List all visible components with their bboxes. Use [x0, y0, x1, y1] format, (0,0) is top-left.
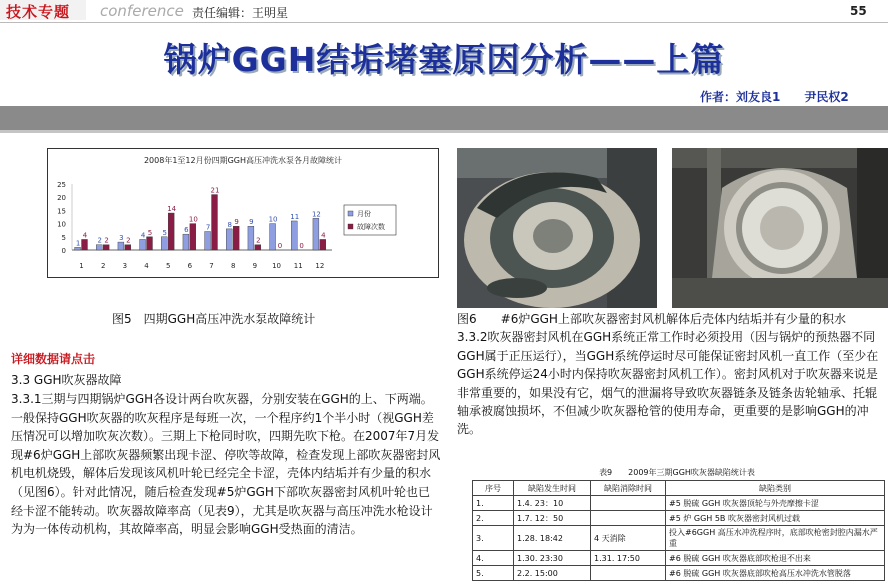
table-header-cell: 缺陷类别 [666, 481, 885, 496]
bar [248, 226, 254, 250]
table-cell: #5 炉 GGH 5B 吹灰器密封风机过载 [666, 511, 885, 526]
column-tag [0, 0, 86, 20]
x-tick-label: 4 [144, 262, 149, 270]
data-label: 4 [140, 231, 146, 240]
bar [233, 226, 239, 250]
bar [270, 224, 276, 250]
table-cell: 4. [473, 551, 514, 566]
bar [96, 245, 102, 250]
y-tick-label: 25 [57, 181, 66, 189]
table-header-cell: 序号 [473, 481, 514, 496]
bar [226, 229, 232, 250]
bar [313, 218, 319, 250]
editor-credit: 责任编辑：王明星 [192, 6, 289, 20]
x-tick-label: 5 [165, 262, 171, 270]
legend-label: 故障次数 [357, 223, 385, 231]
bar [168, 213, 174, 250]
bar [205, 232, 211, 250]
article-authors: 作者：刘友良1 尹民权2 [700, 90, 849, 104]
table-cell: #6 脱硫 GGH 吹灰器底部吹枪退不出来 [666, 551, 885, 566]
body-left-paragraph: 3.3.1三期与四期锅炉GGH各设计两台吹灰器，分别安装在GGH的上、下两端。一般保持GGH吹灰器的吹灰程序是每班一次，一个程序约1个半小时（视GGH差压情况可以增加吹灰次数）。三期上下枪同时吹，四期先吹下枪。在2007年7月发现#6炉GGH上部吹灰器频繁出现卡涩、停吹等故障，检查发现上部吹灰器密封风机电机烧毁，解体后发现该风机叶轮已经完全卡涩，壳体内结垢并有少量的积水（见图6）。针对此情况，随后检查发现#5炉GGH下部吹灰器密封风机叶轮也已经卡涩不能转动。吹灰器故障率高（见表9），尤其是吹灰器与高压冲洗水枪设计为为一体传动机构，其故障率高，明显会影响GGH受热面的清洁。 [11, 392, 441, 537]
data-label: 10 [188, 215, 198, 224]
table-row [473, 511, 885, 526]
bar [161, 237, 167, 250]
figure6-caption-block [457, 310, 885, 439]
table-cell: 5. [473, 566, 514, 581]
table-cell [591, 566, 666, 581]
data-label: 11 [290, 212, 300, 221]
table-cell: 1.30. 23:30 [514, 551, 591, 566]
table-cell: 4 天消除 [591, 526, 666, 551]
bar [118, 242, 124, 250]
data-label: 10 [268, 215, 278, 224]
table-cell: 1.28. 18:42 [514, 526, 591, 551]
bar [103, 245, 109, 250]
bar [140, 239, 146, 250]
table-row [473, 551, 885, 566]
table-cell: 2.2. 15:00 [514, 566, 591, 581]
data-label: 8 [227, 220, 232, 229]
bar [75, 247, 81, 250]
table-cell: 2. [473, 511, 514, 526]
chart-svg [48, 149, 438, 277]
y-tick-label: 0 [61, 247, 66, 255]
body-right-paragraph: 3.3.2吹灰器密封风机在GGH系统正常工作时必须投用（因与锅炉的预热器不同GGH属于正压运行），当GGH系统停运时尽可能保证密封风机一直工作（至少在GGH系统停运24小时内保持吹灰器密封风机工作）。密封风机对于吹灰器来说是非常重要的，如果没有它，烟气的泄漏将导致吹灰器链条及链条齿轮轴承、托辊轴承被腐蚀损坏，不但减少吹灰器枪管的使用寿命，更重要的是影响GGH的冲洗。 [457, 330, 879, 437]
bar [82, 239, 88, 250]
table-cell [591, 511, 666, 526]
article-title: 锅炉GGH结垢堵塞原因分析——上篇 [163, 40, 725, 79]
x-tick-label: 7 [209, 262, 214, 270]
data-label: 6 [184, 226, 189, 235]
legend-swatch [348, 211, 353, 216]
data-label: 7 [205, 223, 211, 232]
table-row [473, 496, 885, 511]
data-label: 4 [82, 231, 88, 240]
data-label: 12 [311, 210, 321, 219]
table-row [473, 566, 885, 581]
data-label: 0 [277, 242, 283, 250]
data-label: 2 [97, 236, 102, 245]
conference-label: conference [100, 2, 184, 20]
x-tick-label: 3 [122, 262, 128, 270]
table-header-cell: 缺陷发生时间 [514, 481, 591, 496]
bar [291, 221, 297, 250]
detail-data-link[interactable]: 详细数据请点击 [11, 352, 96, 366]
table-cell: 投入#6GGH 高压水冲洗程序时，底部吹枪密封腔内漏水严重 [666, 526, 885, 551]
bar [255, 245, 261, 250]
table-cell: 1. [473, 496, 514, 511]
figure6-caption: 图6 #6炉GGH上部吹灰器密封风机解体后壳体内结垢并有少量的积水 [457, 312, 846, 326]
data-label: 2 [104, 236, 109, 245]
data-label: 5 [147, 228, 153, 237]
table-header-row [473, 481, 885, 496]
bar [183, 234, 189, 250]
x-tick-label: 12 [315, 262, 325, 270]
bar [125, 245, 131, 250]
data-label: 2 [126, 236, 131, 245]
data-label: 3 [119, 234, 124, 243]
blower-housing-photo [457, 148, 657, 308]
fault-chart [47, 148, 439, 278]
column-tag-text: 技术专题 [6, 3, 71, 21]
y-tick-label: 15 [57, 207, 66, 216]
fan-impeller-photo [672, 148, 888, 308]
table-header-cell: 缺陷消除时间 [591, 481, 666, 496]
figure5-caption: 图5 四期GGH高压冲洗水泵故障统计 [112, 312, 316, 326]
y-tick-label: 20 [57, 194, 66, 203]
bar [190, 224, 196, 250]
table-cell: 3. [473, 526, 514, 551]
data-label: 4 [321, 231, 326, 240]
bar [147, 237, 153, 250]
bar [212, 195, 218, 250]
defect-table [472, 480, 885, 581]
table-row [473, 526, 885, 551]
data-label: 5 [162, 228, 167, 237]
page-number: 55 [850, 4, 867, 18]
x-tick-label: 11 [293, 262, 303, 270]
data-label: 21 [210, 186, 220, 195]
x-tick-label: 2 [100, 262, 106, 270]
x-tick-label: 9 [252, 262, 258, 270]
title-band-shadow [0, 130, 888, 133]
legend-label: 月份 [357, 210, 371, 218]
data-label: 14 [167, 205, 177, 214]
table9-caption: 表9 2009年三期GGH吹灰器缺陷统计表 [599, 468, 755, 477]
chart-title: 2008年1至12月份四期GGH高压冲洗水泵各月故障统计 [143, 156, 343, 165]
header-divider [0, 22, 888, 23]
data-label: 1 [75, 239, 81, 248]
table-cell: 1.7. 12：50 [514, 511, 591, 526]
table-cell: 1.4. 23：10 [514, 496, 591, 511]
x-tick-label: 10 [272, 262, 281, 270]
table-cell [591, 496, 666, 511]
legend-swatch [348, 224, 353, 229]
x-tick-label: 1 [79, 262, 84, 270]
title-band [0, 106, 888, 130]
data-label: 9 [249, 218, 254, 227]
section-heading: 3.3 GGH吹灰器故障 [11, 373, 122, 387]
x-tick-label: 8 [230, 262, 236, 270]
y-tick-label: 5 [61, 233, 66, 242]
data-label: 0 [299, 242, 304, 250]
bar [320, 239, 326, 250]
x-tick-label: 6 [187, 262, 193, 270]
table-cell: 1.31. 17:50 [591, 551, 666, 566]
table-cell: #6 脱硫 GGH 吹灰器底部吹枪高压水冲洗水管脱落 [666, 566, 885, 581]
data-label: 2 [256, 236, 261, 245]
table-cell: #5 脱硫 GGH 吹灰器顶轮与外壳摩擦卡涩 [666, 496, 885, 511]
data-label: 9 [234, 218, 239, 227]
y-tick-label: 10 [57, 220, 66, 229]
